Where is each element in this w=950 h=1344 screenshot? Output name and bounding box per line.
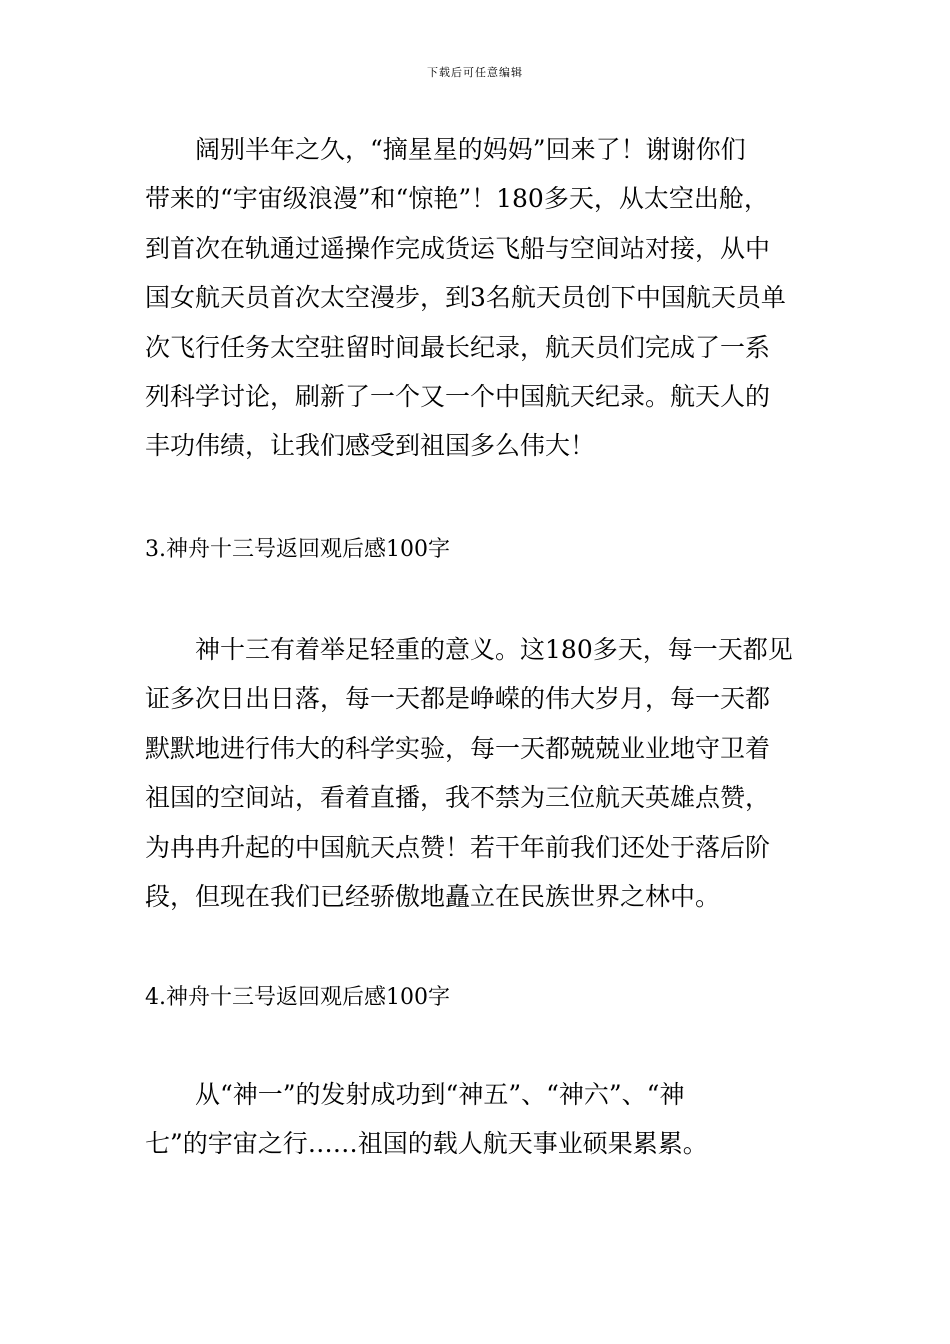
paragraph-line: 国女航天员首次太空漫步，到3名航天员创下中国航天员单 xyxy=(145,283,786,313)
paragraph-line: 七”的宇宙之行……祖国的载人航天事业硕果累累。 xyxy=(145,1129,708,1159)
paragraph-line: 段，但现在我们已经骄傲地矗立在民族世界之林中。 xyxy=(145,881,721,911)
paragraph-line: 丰功伟绩，让我们感受到祖国多么伟大！ xyxy=(145,431,596,461)
paragraph-line: 到首次在轨通过遥操作完成货运飞船与空间站对接，从中 xyxy=(145,233,771,263)
paragraph-3 xyxy=(145,1077,708,1176)
section-heading-4: 4.神舟十三号返回观后感100字 xyxy=(145,985,450,1010)
paragraph-line: 阔别半年之久，“摘星星的妈妈”回来了！谢谢你们 xyxy=(195,135,746,164)
paragraph-2 xyxy=(145,632,793,928)
paragraph-line: 从“神一”的发射成功到“神五”、“神六”、“神 xyxy=(195,1080,685,1109)
section-heading-3: 3.神舟十三号返回观后感100字 xyxy=(145,537,450,562)
paragraph-line: 证多次日出日落，每一天都是峥嵘的伟大岁月，每一天都 xyxy=(145,684,771,714)
paragraph-line: 列科学讨论，刷新了一个又一个中国航天纪录。航天人的 xyxy=(145,381,771,411)
paragraph-line: 为冉冉升起的中国航天点赞！若干年前我们还处于落后阶 xyxy=(145,832,771,862)
paragraph-1 xyxy=(145,132,786,478)
paragraph-line: 祖国的空间站，看着直播，我不禁为三位航天英雄点赞， xyxy=(145,783,771,813)
paragraph-line: 默默地进行伟大的科学实验，每一天都兢兢业业地守卫着 xyxy=(145,733,771,763)
paragraph-line: 带来的“宇宙级浪漫”和“惊艳”！180多天，从太空出舱， xyxy=(145,184,769,214)
paragraph-line: 次飞行任务太空驻留时间最长纪录，航天员们完成了一系 xyxy=(145,332,771,362)
paragraph-line: 神十三有着举足轻重的意义。这180多天，每一天都见 xyxy=(195,635,793,664)
header-note: 下载后可任意编辑 xyxy=(427,66,523,79)
